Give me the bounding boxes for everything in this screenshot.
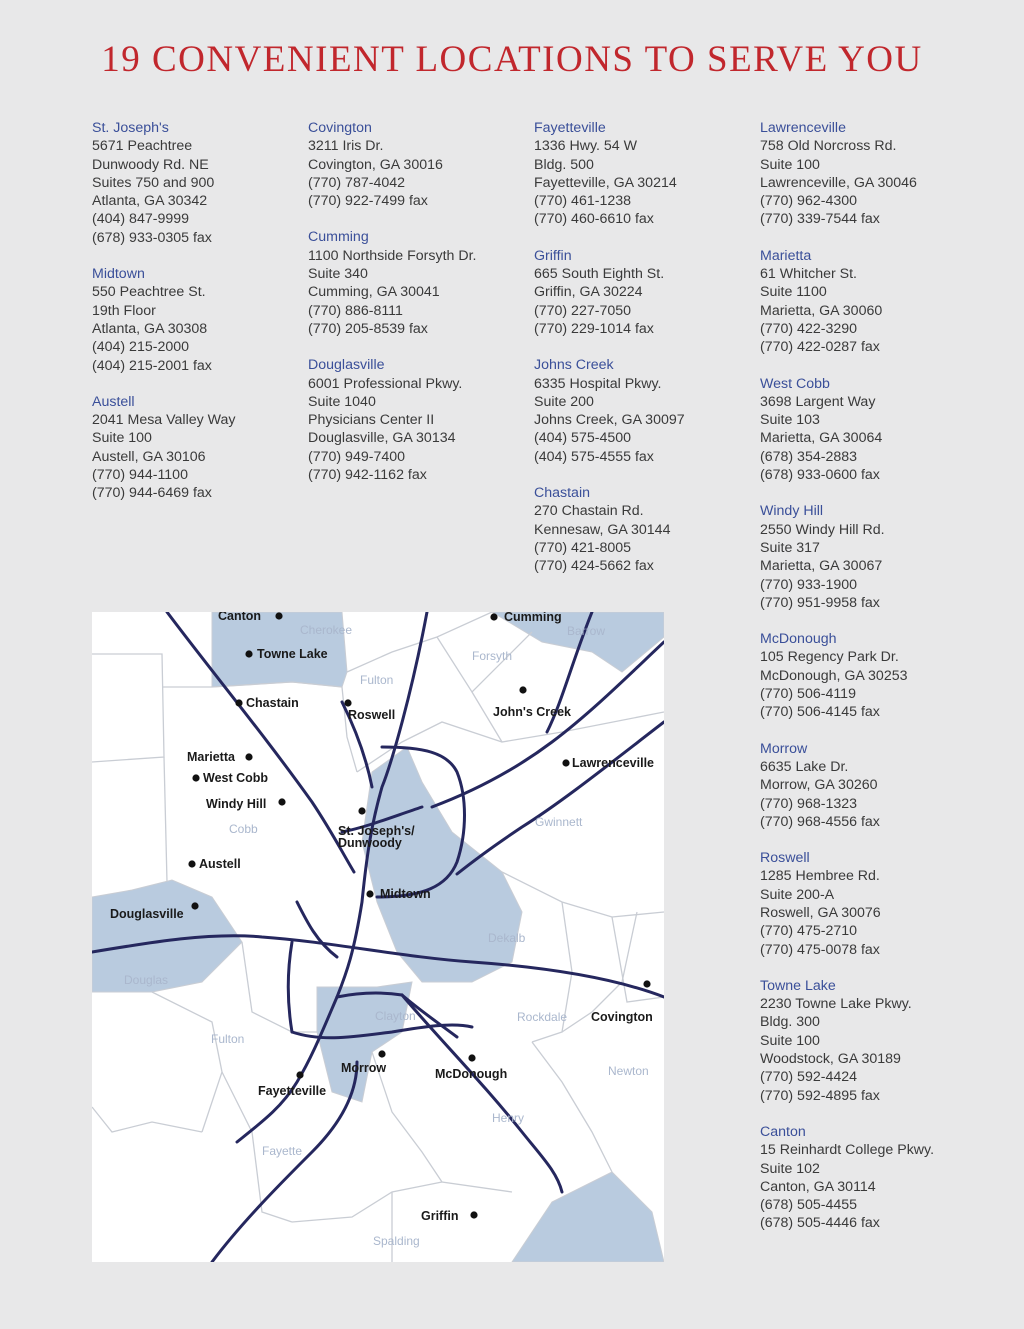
- phone-line: (770) 968-1323: [760, 795, 858, 812]
- city-marker: [344, 699, 351, 706]
- city-label-lawrenceville: Lawrenceville: [572, 756, 654, 770]
- location-name: Covington: [308, 120, 372, 136]
- locations-column-1: [92, 119, 322, 521]
- address-line: Suite 102: [760, 1160, 820, 1177]
- city-label-midtown: Midtown: [380, 887, 431, 901]
- phone-line: (404) 575-4500: [534, 430, 632, 447]
- city-label-cumming: Cumming: [504, 612, 562, 624]
- address-line: Suites 750 and 900: [92, 174, 215, 191]
- city-marker: [490, 613, 497, 620]
- city-label-roswell: Roswell: [348, 708, 396, 722]
- address-line: Suite 100: [760, 156, 820, 173]
- address-line: Marietta, GA 30064: [760, 430, 883, 447]
- city-marker: [245, 753, 252, 760]
- location-card: [92, 393, 322, 503]
- city-label-canton: Canton: [218, 612, 262, 623]
- location-card: [92, 265, 322, 375]
- location-card: [760, 502, 1000, 612]
- city-label-austell: Austell: [199, 857, 241, 871]
- phone-line: (770) 886-8111: [308, 302, 403, 319]
- location-name: West Cobb: [760, 375, 830, 392]
- address-line: 665 South Eighth St.: [534, 266, 665, 283]
- county-label: Barrow: [567, 624, 606, 638]
- address-line: Morrow, GA 30260: [760, 777, 878, 794]
- address-line: Suite 200: [534, 393, 594, 410]
- address-line: Lawrenceville, GA 30046: [760, 174, 917, 191]
- location-name: Midtown: [92, 266, 145, 283]
- address-line: Douglasville, GA 30134: [308, 430, 456, 447]
- address-line: 270 Chastain Rd.: [534, 503, 644, 520]
- location-card: [308, 119, 538, 210]
- address-line: Kennesaw, GA 30144: [534, 521, 671, 538]
- city-label-dunwoody: Dunwoody: [338, 836, 402, 850]
- address-line: 6335 Hospital Pkwy.: [534, 375, 662, 392]
- address-line: 2041 Mesa Valley Way: [92, 412, 236, 429]
- county-label: Fulton: [211, 1032, 245, 1046]
- fax-line: (770) 460-6610 fax: [534, 211, 654, 228]
- city-label-fayetteville: Fayetteville: [258, 1084, 327, 1098]
- city-marker: [275, 612, 282, 619]
- address-line: 3211 Iris Dr.: [308, 138, 384, 155]
- location-card: [534, 356, 764, 466]
- county-label: Spalding: [373, 1234, 420, 1248]
- location-name: Windy Hill: [760, 503, 824, 520]
- address-line: 6001 Professional Pkwy.: [308, 375, 463, 392]
- phone-line: (770) 933-1900: [760, 576, 858, 593]
- city-label-west-cobb: West Cobb: [203, 771, 269, 785]
- city-label-morrow: Morrow: [341, 1061, 387, 1075]
- location-card: [760, 375, 1000, 485]
- city-marker: [358, 807, 365, 814]
- locations-map: [92, 612, 664, 1262]
- location-card: [760, 740, 1000, 831]
- location-card: [760, 977, 1000, 1105]
- fax-line: (770) 506-4145 fax: [760, 704, 880, 721]
- county-label: Rockdale: [517, 1010, 568, 1024]
- county-label: Cherokee: [300, 623, 353, 637]
- county-label: Clayton: [375, 1009, 416, 1023]
- locations-column-4: [760, 119, 1000, 1251]
- address-line: 758 Old Norcross Rd.: [760, 138, 897, 155]
- address-line: 5671 Peachtree: [92, 138, 193, 155]
- address-line: Austell, GA 30106: [92, 448, 206, 465]
- phone-line: (770) 506-4119: [760, 686, 856, 703]
- location-card: [534, 247, 764, 338]
- address-line: Bldg. 500: [534, 156, 594, 173]
- location-name: Douglasville: [308, 357, 385, 374]
- city-marker: [470, 1211, 477, 1218]
- county-label: Newton: [608, 1064, 649, 1078]
- city-marker: [192, 774, 199, 781]
- phone-line: (678) 505-4455: [760, 1197, 858, 1214]
- address-line: Fayetteville, GA 30214: [534, 174, 677, 191]
- fax-line: (404) 575-4555 fax: [534, 448, 654, 465]
- page-title: 19 CONVENIENT LOCATIONS TO SERVE YOU: [101, 39, 923, 80]
- address-line: 550 Peachtree St.: [92, 284, 206, 301]
- fax-line: (678) 933-0305 fax: [92, 229, 212, 246]
- county-dekalb-shape: [362, 747, 522, 982]
- fax-line: (678) 933-0600 fax: [760, 467, 880, 484]
- county-label: Dekalb: [488, 931, 526, 945]
- city-marker: [378, 1050, 385, 1057]
- address-line: Suite 1040: [308, 393, 376, 410]
- location-name: Chastain: [534, 485, 590, 502]
- address-line: Roswell, GA 30076: [760, 904, 881, 921]
- map-svg: [92, 612, 664, 1262]
- city-label-towne-lake: Towne Lake: [257, 647, 328, 661]
- location-card: [308, 356, 538, 484]
- address-line: Physicians Center II: [308, 412, 435, 429]
- address-line: Suite 340: [308, 266, 368, 283]
- location-card: [760, 119, 1000, 229]
- city-label-johns-creek: John's Creek: [493, 705, 572, 719]
- city-marker: [188, 860, 195, 867]
- fax-line: (770) 422-0287 fax: [760, 339, 880, 356]
- fax-line: (404) 215-2001 fax: [92, 357, 212, 374]
- city-label-covington: Covington: [591, 1010, 653, 1024]
- city-marker: [643, 980, 650, 987]
- city-label-griffin: Griffin: [421, 1209, 459, 1223]
- phone-line: (770) 422-3290: [760, 320, 858, 337]
- location-card: [308, 228, 538, 338]
- location-name: McDonough: [760, 631, 837, 648]
- address-line: Covington, GA 30016: [308, 156, 443, 173]
- city-marker: [366, 890, 373, 897]
- county-label: Henry: [492, 1111, 525, 1125]
- address-line: Marietta, GA 30060: [760, 302, 883, 319]
- county-label: Cobb: [229, 822, 258, 836]
- city-marker: [562, 759, 569, 766]
- county-label: Gwinnett: [535, 815, 583, 829]
- address-line: 61 Whitcher St.: [760, 266, 857, 283]
- county-clayton-shape: [317, 982, 412, 1102]
- city-marker: [278, 798, 285, 805]
- fax-line: (770) 339-7544 fax: [760, 211, 880, 228]
- address-line: 1100 Northside Forsyth Dr.: [308, 247, 477, 264]
- location-card: [760, 1123, 1000, 1233]
- location-name: Lawrenceville: [760, 120, 846, 136]
- city-marker: [191, 902, 198, 909]
- address-line: Griffin, GA 30224: [534, 284, 643, 301]
- location-name: Towne Lake: [760, 977, 836, 994]
- location-card: [534, 119, 764, 229]
- address-line: Suite 200-A: [760, 886, 835, 903]
- location-name: Roswell: [760, 850, 810, 867]
- address-line: Johns Creek, GA 30097: [534, 412, 685, 429]
- address-line: 3698 Largent Way: [760, 393, 876, 410]
- address-line: Suite 100: [760, 1032, 820, 1049]
- address-line: McDonough, GA 30253: [760, 667, 908, 684]
- city-label-mcdonough: McDonough: [435, 1067, 508, 1081]
- location-name: St. Joseph's: [92, 120, 169, 136]
- location-name: Austell: [92, 393, 135, 410]
- address-line: 1285 Hembree Rd.: [760, 868, 880, 885]
- location-card: [92, 119, 322, 247]
- address-line: Woodstock, GA 30189: [760, 1051, 901, 1068]
- county-label: Forsyth: [472, 649, 513, 663]
- phone-line: (770) 944-1100: [92, 467, 188, 484]
- address-line: 105 Regency Park Dr.: [760, 649, 899, 666]
- address-line: Cumming, GA 30041: [308, 284, 440, 301]
- fax-line: (770) 592-4895 fax: [760, 1087, 880, 1104]
- city-label-st-josephs: St. Joseph's/: [338, 824, 415, 838]
- phone-line: (404) 215-2000: [92, 339, 190, 356]
- phone-line: (770) 421-8005: [534, 539, 632, 556]
- location-name: Cumming: [308, 229, 369, 246]
- address-line: Suite 100: [92, 430, 152, 447]
- locations-column-3: [534, 119, 764, 594]
- phone-line: (770) 475-2710: [760, 923, 858, 940]
- location-name: Canton: [760, 1123, 806, 1140]
- city-marker: [519, 686, 526, 693]
- address-line: Suite 317: [760, 539, 820, 556]
- address-line: 6635 Lake Dr.: [760, 758, 849, 775]
- fax-line: (770) 922-7499 fax: [308, 193, 428, 210]
- address-line: Suite 103: [760, 412, 820, 429]
- address-line: Marietta, GA 30067: [760, 558, 883, 575]
- location-card: [534, 484, 764, 575]
- address-line: 2230 Towne Lake Pkwy.: [760, 996, 912, 1013]
- city-marker: [296, 1071, 303, 1078]
- address-line: 1336 Hwy. 54 W: [534, 138, 638, 155]
- county-label: Fayette: [262, 1144, 303, 1158]
- phone-line: (770) 461-1238: [534, 193, 632, 210]
- city-marker: [468, 1054, 475, 1061]
- phone-line: (678) 354-2883: [760, 448, 858, 465]
- phone-line: (770) 949-7400: [308, 448, 406, 465]
- location-card: [760, 849, 1000, 959]
- phone-line: (404) 847-9999: [92, 211, 190, 228]
- address-line: Atlanta, GA 30342: [92, 193, 208, 210]
- city-marker: [245, 650, 252, 657]
- city-label-chastain: Chastain: [246, 696, 299, 710]
- phone-line: (770) 962-4300: [760, 193, 858, 210]
- city-marker: [235, 699, 242, 706]
- location-name: Griffin: [534, 247, 572, 264]
- county-spalding-shape: [512, 1172, 664, 1262]
- phone-line: (770) 787-4042: [308, 174, 406, 191]
- fax-line: (770) 968-4556 fax: [760, 813, 880, 830]
- city-label-marietta: Marietta: [187, 750, 235, 764]
- address-line: 19th Floor: [92, 302, 156, 319]
- county-label: Douglas: [124, 973, 169, 987]
- fax-line: (678) 505-4446 fax: [760, 1215, 880, 1232]
- fax-line: (770) 424-5662 fax: [534, 558, 654, 575]
- fax-line: (770) 942-1162 fax: [308, 467, 427, 484]
- location-name: Marietta: [760, 247, 812, 264]
- county-label: Fulton: [360, 673, 394, 687]
- address-line: Canton, GA 30114: [760, 1178, 876, 1195]
- fax-line: (770) 944-6469 fax: [92, 485, 212, 502]
- phone-line: (770) 592-4424: [760, 1069, 858, 1086]
- location-card: [760, 247, 1000, 357]
- fax-line: (770) 229-1014 fax: [534, 320, 654, 337]
- location-card: [760, 630, 1000, 721]
- city-label-windy-hill: Windy Hill: [206, 797, 267, 811]
- location-name: Johns Creek: [534, 357, 614, 374]
- address-line: Suite 1100: [760, 284, 827, 301]
- location-name: Fayetteville: [534, 120, 606, 136]
- fax-line: (770) 475-0078 fax: [760, 941, 880, 958]
- address-line: Atlanta, GA 30308: [92, 320, 208, 337]
- location-name: Morrow: [760, 740, 808, 757]
- fax-line: (770) 951-9958 fax: [760, 594, 880, 611]
- address-line: 2550 Windy Hill Rd.: [760, 521, 885, 538]
- phone-line: (770) 227-7050: [534, 302, 632, 319]
- fax-line: (770) 205-8539 fax: [308, 320, 428, 337]
- address-line: Dunwoody Rd. NE: [92, 156, 209, 173]
- address-line: 15 Reinhardt College Pkwy.: [760, 1142, 935, 1159]
- city-label-douglasville: Douglasville: [110, 907, 184, 921]
- address-line: Bldg. 300: [760, 1014, 820, 1031]
- locations-column-2: [308, 119, 538, 502]
